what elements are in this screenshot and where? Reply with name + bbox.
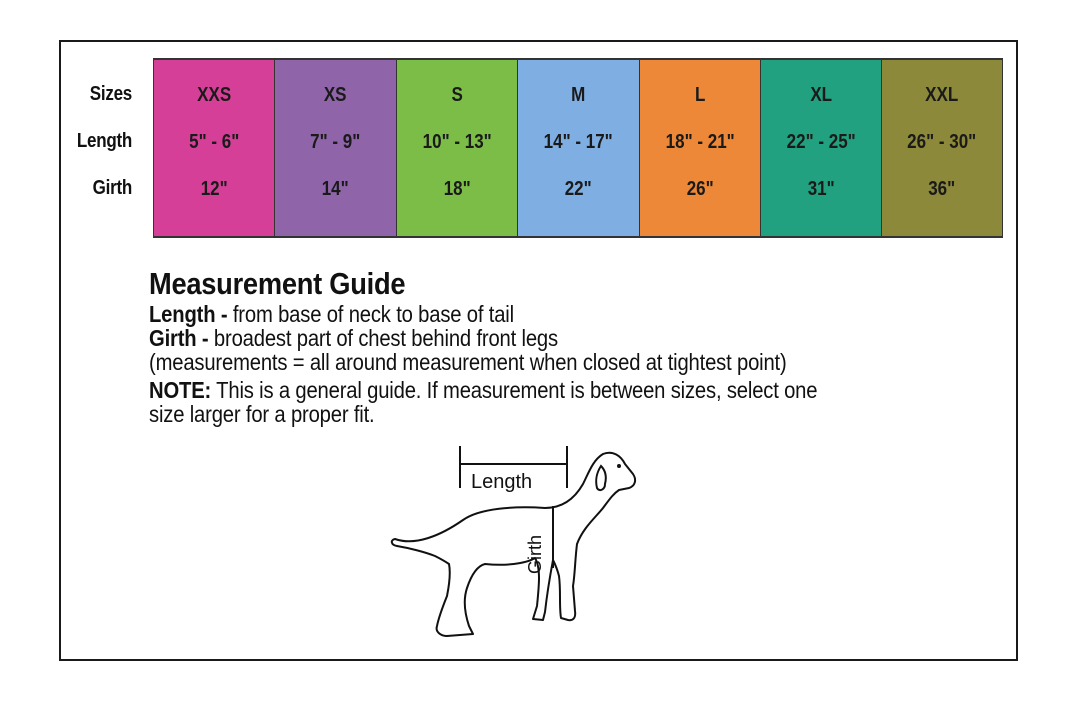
- size-column-l: [639, 60, 760, 236]
- row-label-sizes: Sizes: [89, 83, 132, 105]
- guide-note-line2: size larger for a proper fit.: [149, 401, 375, 427]
- guide-note-term: NOTE:: [149, 377, 212, 403]
- size-column-xs: [274, 60, 395, 236]
- size-name: XXL: [925, 84, 959, 106]
- girth-label: Girth: [525, 534, 545, 574]
- size-length: 22" - 25": [786, 131, 856, 153]
- size-girth: 18": [443, 178, 471, 200]
- size-column-xxs: [153, 60, 274, 236]
- size-name: XXS: [197, 84, 232, 106]
- size-column-xl: [760, 60, 881, 236]
- guide-note: [149, 378, 871, 402]
- size-column-s: [396, 60, 517, 236]
- row-label-girth: Girth: [92, 177, 132, 199]
- dog-eye-icon: [617, 464, 621, 468]
- size-name: XL: [810, 84, 833, 106]
- size-length: 10" - 13": [422, 131, 492, 153]
- guide-length-line: [149, 302, 871, 326]
- size-girth: 22": [564, 178, 592, 200]
- size-name: S: [451, 84, 463, 106]
- size-column-m: [517, 60, 638, 236]
- size-table: [153, 58, 1003, 238]
- length-label: Length: [471, 471, 533, 493]
- size-girth: 26": [686, 178, 714, 200]
- guide-girth-line: [149, 326, 871, 350]
- size-length: 14" - 17": [543, 131, 613, 153]
- size-name: L: [694, 84, 705, 106]
- size-length: 7" - 9": [310, 131, 361, 153]
- guide-title: Measurement Guide: [149, 266, 406, 301]
- guide-length-term: Length -: [149, 301, 228, 327]
- size-name: XS: [324, 84, 347, 106]
- guide-girth-desc: broadest part of chest behind front legs: [208, 325, 558, 351]
- measurement-guide: [149, 266, 871, 426]
- row-label-length: Length: [76, 130, 132, 152]
- size-column-xxl: [881, 60, 1002, 236]
- size-girth: 12": [200, 178, 228, 200]
- size-girth: 14": [322, 178, 350, 200]
- size-girth: 36": [928, 178, 956, 200]
- dog-measurement-diagram: [385, 436, 645, 646]
- size-length: 18" - 21": [665, 131, 735, 153]
- size-name: M: [571, 84, 586, 106]
- guide-measurements-note: (measurements = all around measurement when closed at tightest point): [149, 349, 787, 375]
- guide-note-line1: This is a general guide. If measurement is between sizes, select one: [211, 377, 818, 403]
- guide-length-desc: from base of neck to base of tail: [227, 301, 514, 327]
- size-girth: 31": [807, 178, 835, 200]
- size-length: 26" - 30": [907, 131, 977, 153]
- guide-girth-term: Girth -: [149, 325, 209, 351]
- size-length: 5" - 6": [189, 131, 240, 153]
